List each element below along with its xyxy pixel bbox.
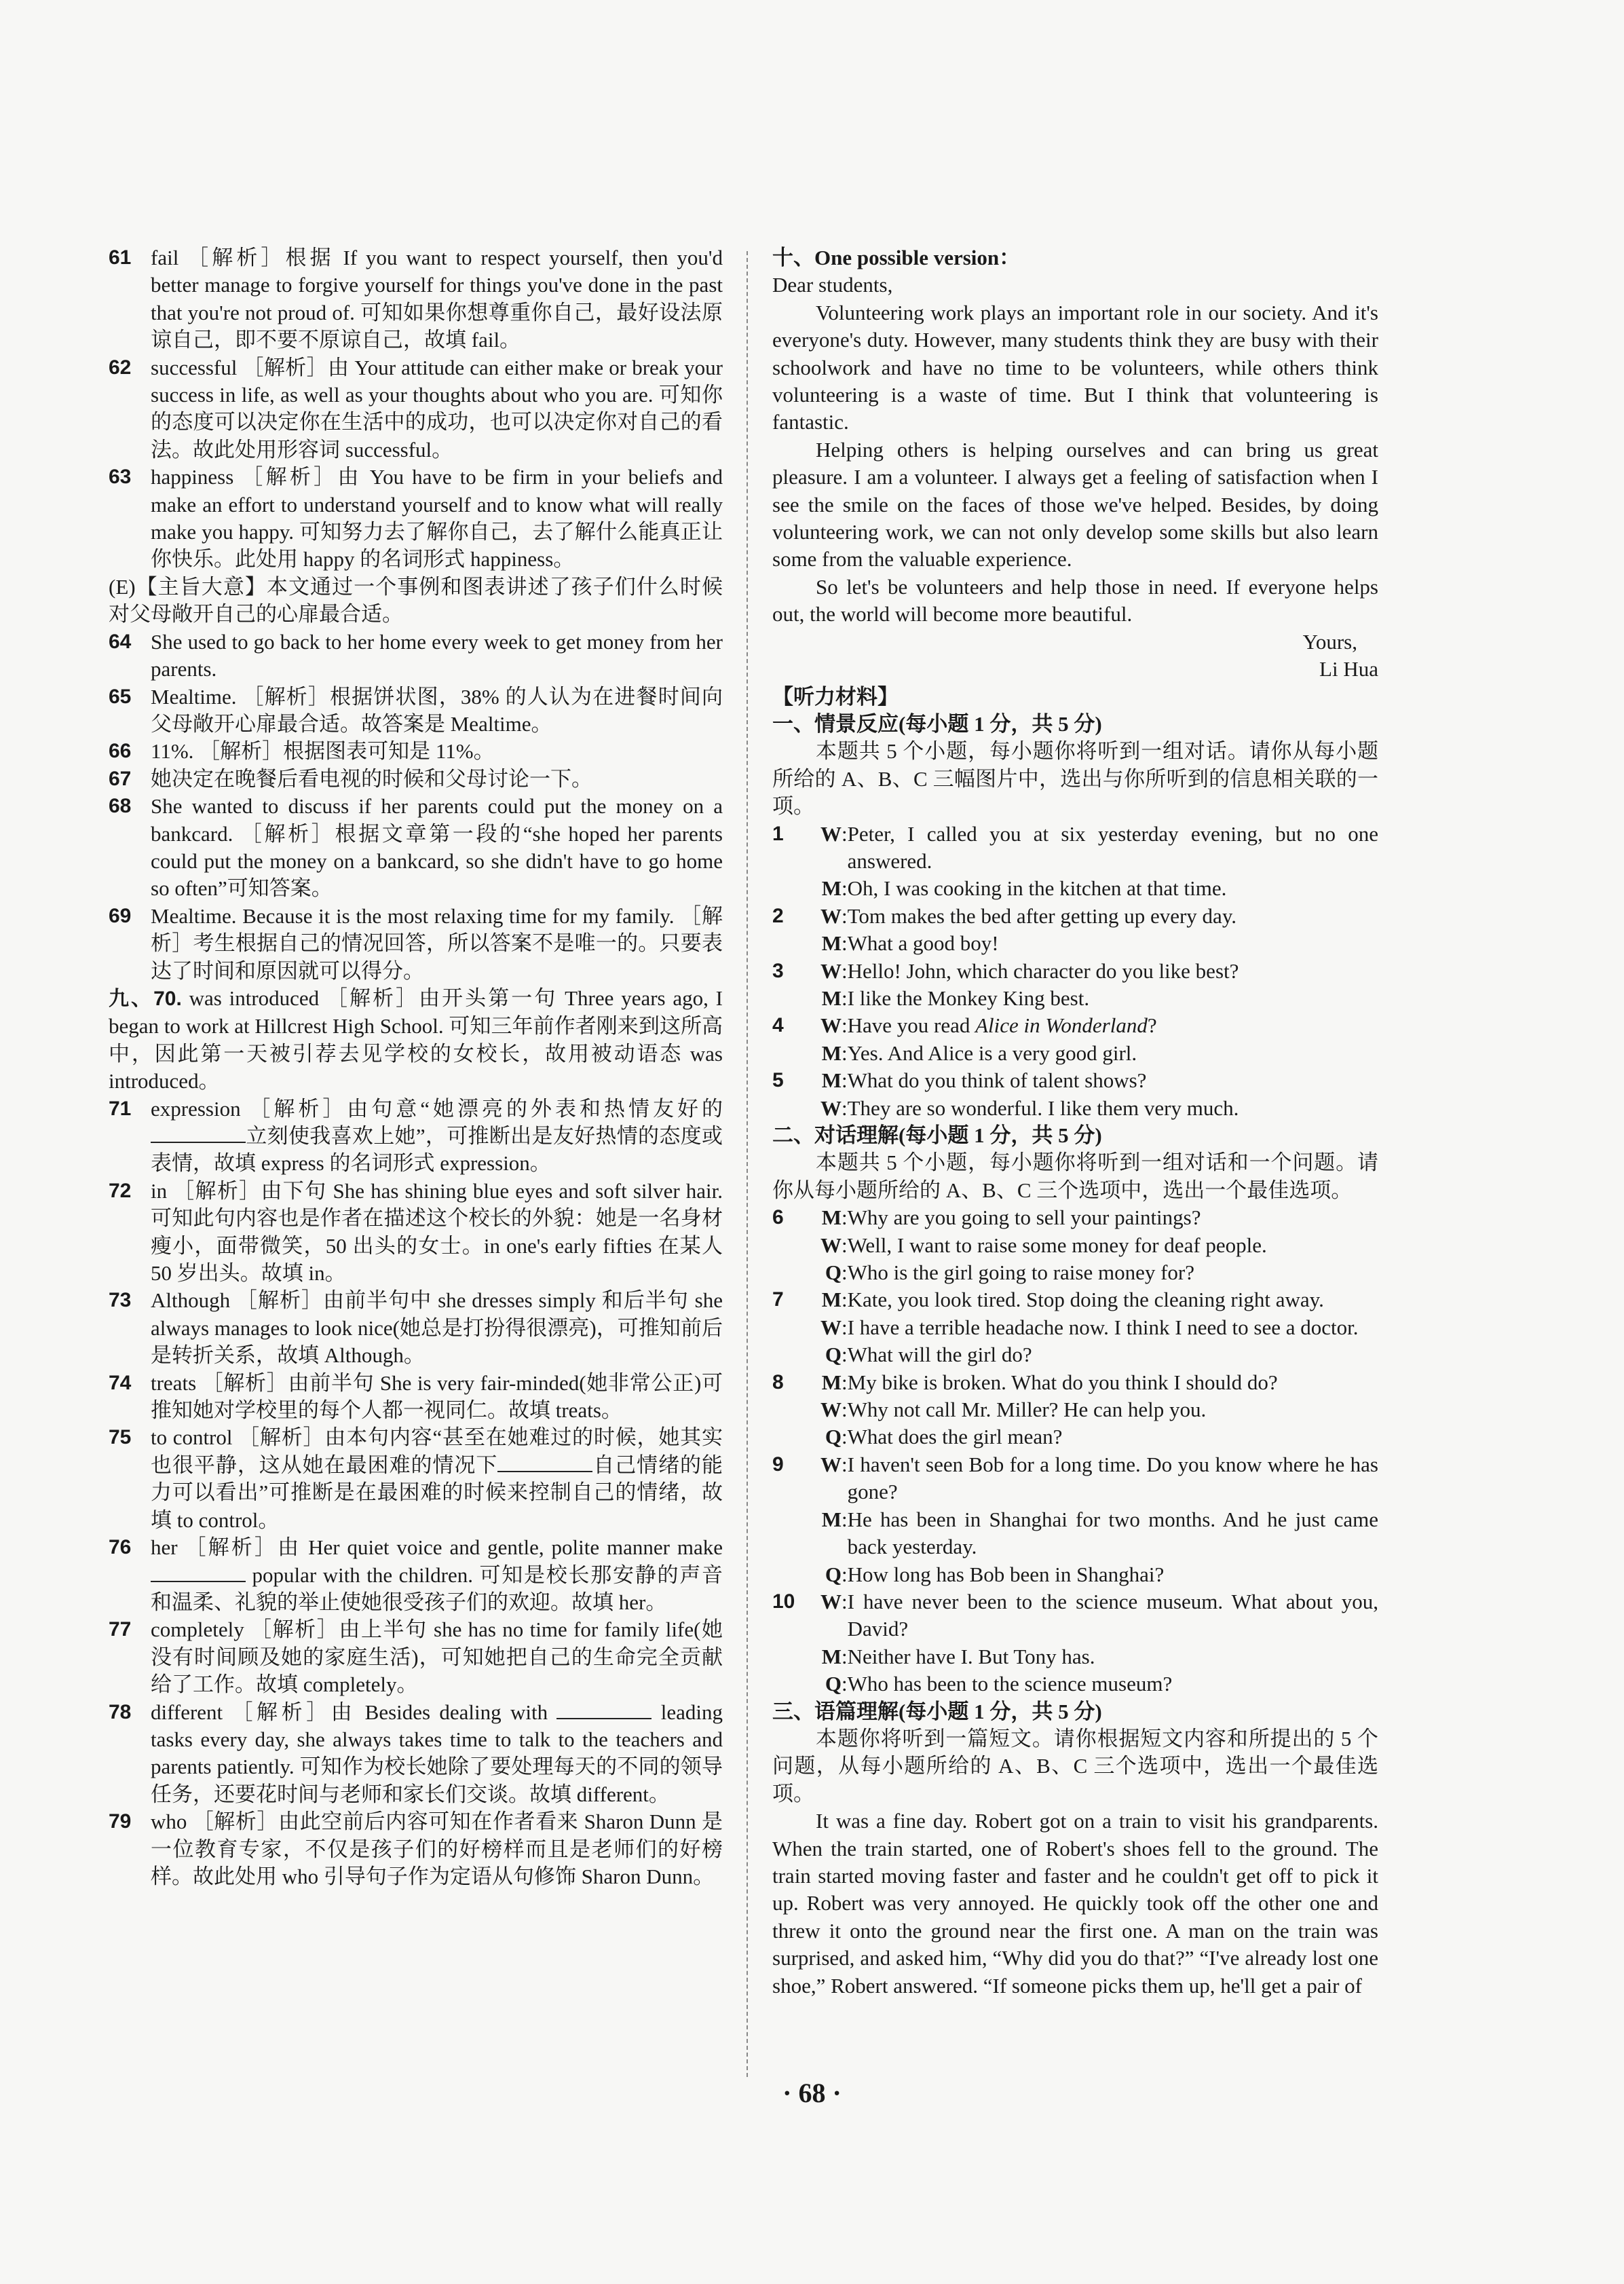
line-text: I haven't seen Bob for a long time. Do you know where he has gone? [847, 1452, 1378, 1504]
essay-paragraph-3: So let's be volunteers and help those in need. If everyone helps out, the world will become more beautiful. [772, 574, 1378, 626]
line-text: Neither have I. But Tony has. [847, 1644, 1095, 1668]
item-number: 77 [109, 1618, 132, 1641]
essay-signer: Li Hua [1319, 657, 1378, 681]
dialogue-number: 7 [772, 1288, 784, 1311]
speaker-m: M [821, 986, 842, 1010]
answer-text: happiness ［解析］由 You have to be firm in your beliefs and make an effort to understand yourself and to know what will really make you happy. 可知努力去了解你自己，去了解什么能真正让你快乐。此处用 happy 的名词形式 happiness。 [151, 465, 723, 572]
item-number: 69 [109, 904, 132, 927]
item-number: 74 [109, 1371, 132, 1394]
dialogue-5: 5 M : What do you think of talent shows? W : They are so wonderful. I like them very much. [772, 1067, 1378, 1122]
answer-text: successful ［解析］由 Your attitude can either make or break your success in life, as well as your thoughts about who you are. 可知你的态度可以决定你在生活中的成功，也可以决定你对自己的看法。故此处用形容词 successful。 [151, 355, 723, 462]
answer-text: who ［解析］由此空前后内容可知在作者看来 Sharon Dunn 是一位教育专家，不仅是孩子们的好榜样而且是老师们的好榜样。故此处用 who 引导句子作为定语从句修饰 Sharon Dunn。 [151, 1810, 723, 1888]
dialogue-8: 8 M : My bike is broken. What do you think I should do? W : Why not call Mr. Miller? He can help you. Q : What does the girl mean? [772, 1369, 1378, 1451]
speaker-m: M [821, 1041, 842, 1065]
answer-70 [109, 985, 723, 1096]
item-number: 61 [109, 246, 132, 269]
fill-blank [497, 1452, 592, 1472]
essay-heading: 十、One possible version： [772, 246, 1021, 269]
item-number: 78 [109, 1700, 132, 1723]
dialogue-number: 1 [772, 822, 784, 845]
question-text: What does the girl mean? [847, 1425, 1063, 1449]
line-text: What a good boy! [847, 931, 999, 956]
column-divider [747, 251, 748, 2077]
answer-text: 11%. ［解析］根据图表可知是 11%。 [151, 739, 495, 764]
answer-text-b: 立刻使我喜欢上她”，可推断出是友好热情的态度或表情，故填 express 的名词形式 expression。 [151, 1124, 723, 1176]
answer-62 [109, 354, 723, 464]
answer-74 [109, 1370, 723, 1425]
answer-text-b: popular with the children. 可知是校长那安静的声音和温柔、礼貌的举止使她很受孩子们的欢迎。故填 her。 [151, 1562, 723, 1614]
question-text: How long has Bob been in Shanghai? [847, 1562, 1165, 1586]
summary-text: (E)【主旨大意】本文通过一个事例和图表讲述了孩子们什么时候对父母敞开自己的心扉最合适。 [109, 574, 723, 626]
item-number: 67 [109, 767, 132, 790]
fill-blank [556, 1699, 652, 1719]
essay-greeting: Dear students, [772, 273, 893, 297]
answer-79 [109, 1808, 723, 1890]
speaker-w: W [820, 1315, 842, 1339]
line-text: I have never been to the science museum. What about you, David? [847, 1589, 1378, 1641]
dialogue-4: 4 W : Have you read Alice in Wonderland? M : Yes. And Alice is a very good girl. [772, 1012, 1378, 1067]
dialogue-number: 10 [772, 1590, 795, 1613]
answer-text: She wanted to discuss if her parents could put the money on a bankcard. ［解析］根据文章第一段的“she hoped her parents could put the money on a bankcard, so she didn't have to go home so often”可知答案。 [151, 794, 723, 901]
line-text: I like the Monkey King best. [847, 986, 1090, 1010]
speaker-q: Q [825, 1260, 842, 1285]
answer-61 [109, 244, 723, 354]
line-text: Oh, I was cooking in the kitchen at that time. [847, 876, 1227, 901]
line-text [848, 1012, 1378, 1039]
line-text: He has been in Shanghai for two months. And he just came back yesterday. [847, 1507, 1378, 1559]
section-3-intro: 本题你将听到一篇短文。请你根据短文内容和所提出的 5 个问题，从每小题所给的 A、B、C 三个选项中，选出一个最佳选项。 [772, 1726, 1378, 1805]
answer-text: treats ［解析］由前半句 She is very fair-minded(她非常公正)可推知她对学校里的每个人都一视同仁。故填 treats。 [151, 1370, 723, 1423]
speaker-m: M [821, 1288, 842, 1312]
answer-76 [109, 1534, 723, 1616]
speaker-w: W [820, 1233, 842, 1257]
dialogue-number: 8 [772, 1370, 784, 1393]
line-text: Tom makes the bed after getting up every day. [847, 903, 1237, 928]
answer-text: Mealtime. Because it is the most relaxing time for my family. ［解析］考生根据自己的情况回答，所以答案不是唯一的。只要表达了时间和原因就可以得分。 [151, 903, 723, 983]
answer-text: Mealtime. ［解析］根据饼状图，38% 的人认为在进餐时间向父母敞开心扉最合适。故答案是 Mealtime。 [151, 684, 723, 736]
dialogue-9: 9 W : I haven't seen Bob for a long time. Do you know where he has gone? M : He has been in Shanghai for two months. And he just came back yesterday. Q : How long has Bob been in Shanghai? [772, 1451, 1378, 1588]
book-title: Alice in Wonderland [975, 1013, 1148, 1038]
answer-67 [109, 766, 723, 793]
dialogue-number: 4 [772, 1014, 784, 1037]
page-number: · 68 · [782, 2078, 842, 2108]
right-column [772, 244, 1378, 2000]
dialogue-3: 3 W : Hello! John, which character do you like best? M : I like the Monkey King best. [772, 958, 1378, 1013]
answer-71 [109, 1096, 723, 1178]
dialogue-number: 2 [772, 904, 784, 927]
item-number: 73 [109, 1289, 132, 1312]
answer-63 [109, 464, 723, 574]
item-number: 79 [109, 1810, 132, 1833]
answer-text-a: to control ［解析］由本句内容“甚至在她难过的时候，她其实也很平静，这从她在最困难的情况下 [151, 1425, 723, 1477]
line-text: Yes. And Alice is a very good girl. [847, 1041, 1137, 1065]
essay-paragraph-2: Helping others is helping ourselves and can bring us great pleasure. I am a volunteer. I always get a feeling of satisfaction when I see the smile on the faces of those we've helped. Besides, by doing volunteering work, we can not only develop some skills but also learn some from the valuable experience. [772, 437, 1378, 572]
dialogue-6: 6 M : Why are you going to sell your paintings? W : Well, I want to raise some money for deaf people. Q : Who is the girl going to raise money for? [772, 1204, 1378, 1286]
answer-text: was introduced ［解析］由开头第一句 Three years ago, I began to work at Hillcrest High School. 可知三年前作者刚来到这所高中，因此第一天被引荐去见学校的女校长，故用被动语态 was introduced。 [109, 986, 723, 1093]
item-number: 62 [109, 356, 132, 379]
answer-72 [109, 1178, 723, 1288]
line-text: Kate, you look tired. Stop doing the cleaning right away. [847, 1288, 1324, 1312]
line-text: Well, I want to raise some money for deaf people. [847, 1233, 1267, 1257]
essay-paragraph-1: Volunteering work plays an important role in our society. And it's everyone's duty. However, many students think they are busy with their schoolwork and have no time to be volunteers, while others think volunteering is a waste of time. But I think that volunteering is fantastic. [772, 300, 1378, 434]
listening-passage: It was a fine day. Robert got on a train to visit his grandparents. When the train started, one of Robert's shoes fell to the ground. The train started moving faster and faster and he couldn't get off to pick it up. Robert was very annoyed. He quickly took off the other one and threw it onto the ground near the first one. A man on the train was surprised, and asked him, “Why did you do that?” “I've already lost one shoe,” Robert answered. “If someone picks them up, he'll get a pair of [772, 1809, 1378, 1998]
section-3-heading: 三、语篇理解(每小题 1 分，共 5 分) [772, 1699, 1102, 1723]
speaker-m: M [821, 1644, 842, 1668]
speaker-w: W [820, 1589, 842, 1613]
line-text-a: Have you read [847, 1013, 976, 1038]
speaker-q: Q [825, 1425, 842, 1449]
speaker-w: W [820, 1013, 842, 1038]
line-text: What do you think of talent shows? [847, 1068, 1147, 1093]
answer-75 [109, 1424, 723, 1534]
dialogue-1: 1 W : Peter, I called you at six yesterday evening, but no one answered. M : Oh, I was cooking in the kitchen at that time. [772, 821, 1378, 903]
answer-text-b: 自己情绪的能力可以看出”可推断是在最困难的时候来控制自己的情绪，故填 to control。 [151, 1453, 723, 1532]
answer-77 [109, 1616, 723, 1698]
answer-text: in ［解析］由下句 She has shining blue eyes and soft silver hair. 可知此句内容也是作者在描述这个校长的外貌：她是一名身材瘦小，面带微笑，50 出头的女士。in one's early fifties 在某人 50 岁出头。故填 in。 [151, 1178, 723, 1286]
line-text: Why not call Mr. Miller? He can help you. [847, 1398, 1207, 1422]
section-1-heading: 一、情景反应(每小题 1 分，共 5 分) [772, 711, 1102, 736]
speaker-m: M [821, 1370, 842, 1394]
answer-65 [109, 684, 723, 738]
speaker-m: M [821, 876, 842, 901]
speaker-m: M [821, 1205, 842, 1230]
answer-text-a: expression ［解析］由句意“她漂亮的外表和热情友好的 [151, 1096, 723, 1121]
line-text: I have a terrible headache now. I think I need to see a doctor. [847, 1315, 1359, 1339]
item-number: 63 [109, 466, 132, 489]
line-text: Why are you going to sell your paintings? [847, 1205, 1201, 1230]
speaker-w: W [820, 903, 842, 928]
dialogue-number: 9 [772, 1453, 784, 1476]
item-number: 66 [109, 740, 132, 763]
answer-text-a: her ［解析］由 Her quiet voice and gentle, polite manner make [151, 1535, 723, 1560]
answer-text-b: leading tasks every day, she always takes time to talk to the teachers and parents patiently. 可知作为校长她除了要处理每天的不同的领导任务，还要花时间与老师和家长们交谈。故填 different。 [151, 1700, 723, 1806]
closing-text: Yours, [1302, 629, 1357, 654]
question-text: Who is the girl going to raise money for? [847, 1260, 1195, 1285]
speaker-q: Q [825, 1343, 842, 1367]
line-text: They are so wonderful. I like them very much. [847, 1096, 1239, 1120]
dialogue-2: 2 W : Tom makes the bed after getting up every day. M : What a good boy! [772, 903, 1378, 958]
line-text: Peter, I called you at six yesterday evening, but no one answered. [847, 821, 1378, 873]
fill-blank [151, 1562, 246, 1582]
speaker-q: Q [825, 1672, 842, 1696]
speaker-m: M [821, 1507, 842, 1531]
question-text: Who has been to the science museum? [847, 1672, 1173, 1696]
line-text: My bike is broken. What do you think I should do? [847, 1370, 1278, 1394]
speaker-w: W [820, 1096, 842, 1120]
item-number: 64 [109, 630, 132, 653]
dialogue-number: 6 [772, 1206, 784, 1229]
left-column [109, 244, 723, 1890]
item-number: 76 [109, 1536, 132, 1559]
item-number: 71 [109, 1097, 132, 1120]
speaker-q: Q [825, 1562, 842, 1586]
answer-text: completely ［解析］由上半句 she has no time for family life(她没有时间顾及她的家庭生活)，可知她把自己的生命完全贡献给了工作。故填 completely。 [151, 1617, 723, 1697]
dialogue-number: 5 [772, 1069, 784, 1092]
speaker-w: W [820, 821, 842, 846]
speaker-w: W [820, 1398, 842, 1422]
speaker-w: W [820, 1452, 842, 1476]
dialogue-7: 7 M : Kate, you look tired. Stop doing the cleaning right away. W : I have a terrible headache now. I think I need to see a doctor. Q : What will the girl do? [772, 1286, 1378, 1368]
line-text: Hello! John, which character do you like best? [847, 958, 1239, 983]
answer-64 [109, 629, 723, 684]
section-2-intro: 本题共 5 个小题，每小题你将听到一组对话和一个问题。请你从每小题所给的 A、B、C 三个选项中，选出一个最佳选项。 [772, 1150, 1378, 1202]
answer-text: 她决定在晚餐后看电视的时候和父母讨论一下。 [151, 766, 592, 791]
speaker-m: M [821, 1068, 842, 1093]
answer-text: Although ［解析］由前半句中 she dresses simply 和后半句 she always manages to look nice(她总是打扮得很漂亮)，可推知前后是转折关系，故填 Although。 [151, 1288, 723, 1368]
answer-text: She used to go back to her home every week to get money from her parents. [151, 629, 723, 681]
section-2-heading: 二、对话理解(每小题 1 分，共 5 分) [772, 1123, 1102, 1147]
dialogue-10: 10 W : I have never been to the science museum. What about you, David? M : Neither have I. But Tony has. Q : Who has been to the science museum? [772, 1588, 1378, 1698]
speaker-w: W [820, 958, 842, 983]
listening-heading: 【听力材料】 [772, 684, 899, 709]
item-number: 72 [109, 1179, 132, 1202]
item-number: 68 [109, 795, 132, 818]
essay-closing [772, 629, 1378, 656]
answer-66 [109, 738, 723, 765]
question-text: What will the girl do? [847, 1343, 1032, 1367]
item-number: 75 [109, 1426, 132, 1449]
answer-text: fail ［解析］根据 If you want to respect yourself, then you'd better manage to forgive yourself for things you've done in the past that you're not proud of. 可知如果你想尊重你自己，最好设法原谅自己，即不要不原谅自己，故填 fail。 [151, 246, 723, 352]
line-text-b: ? [1147, 1013, 1157, 1038]
answer-73 [109, 1287, 723, 1369]
dialogue-number: 3 [772, 959, 784, 982]
answer-78 [109, 1699, 723, 1809]
section-e-summary [109, 574, 723, 629]
fill-blank [151, 1123, 246, 1143]
item-number: 九、70. [109, 987, 182, 1010]
item-number: 65 [109, 685, 132, 708]
answer-69 [109, 903, 723, 985]
speaker-m: M [821, 931, 842, 956]
answer-68 [109, 793, 723, 903]
section-1-intro: 本题共 5 个小题，每小题你将听到一组对话。请你从每小题所给的 A、B、C 三幅图片中，选出与你所听到的信息相关联的一项。 [772, 739, 1378, 819]
answer-text-a: different ［解析］由 Besides dealing with [151, 1700, 548, 1724]
